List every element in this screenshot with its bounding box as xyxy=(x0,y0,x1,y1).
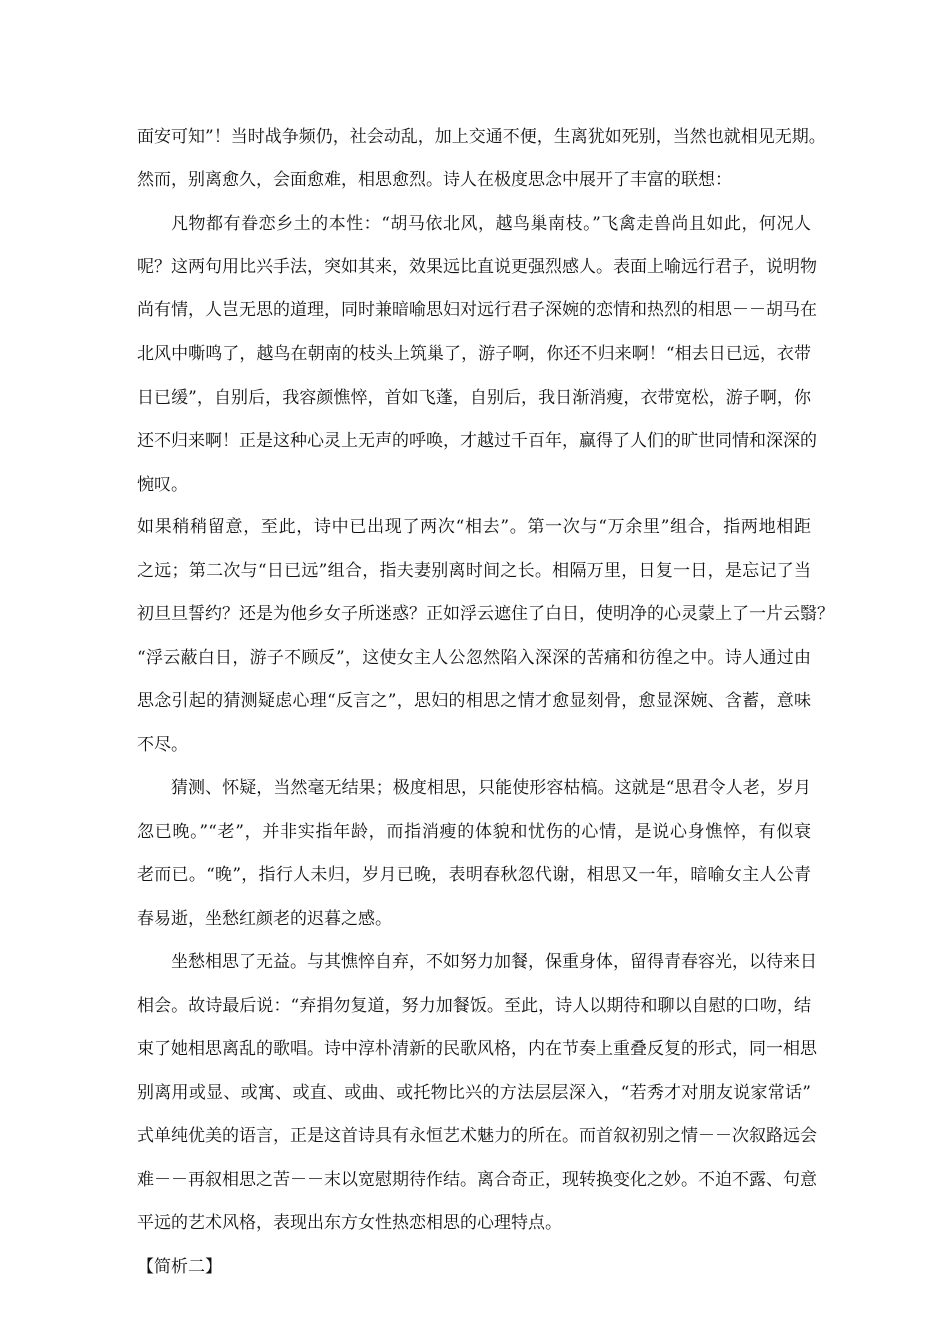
text-line: 难－－再叙相思之苦－－末以宽慰期待作结。离合奇正，现转换变化之妙。不迫不露、句意 xyxy=(137,1170,817,1190)
text-line: 老而已。“晚”，指行人未归，岁月已晚，表明春秋忽代谢，相思又一年，暗喻女主人公青 xyxy=(137,865,811,885)
text-line: 别离用或显、或寓、或直、或曲、或托物比兴的方法层层深入，“若秀才对朋友说家常话” xyxy=(137,1083,811,1103)
text-line: 式单纯优美的语言，正是这首诗具有永恒艺术魅力的所在。而首叙初别之情－－次叙路远会 xyxy=(137,1126,817,1146)
text-line: 面安可知”！当时战争频仍，社会动乱，加上交通不便，生离犹如死别，当然也就相见无期。 xyxy=(137,127,826,147)
text-line: 尚有情，人岂无思的道理，同时兼暗喻思妇对远行君子深婉的恋情和热烈的相思－－胡马在 xyxy=(137,300,817,320)
text-line: 不尽。 xyxy=(137,735,188,755)
text-line: 平远的艺术风格，表现出东方女性热恋相思的心理特点。 xyxy=(137,1213,562,1233)
text-line: 凡物都有眷恋乡土的本性：“胡马依北风，越鸟巢南枝。”飞禽走兽尚且如此，何况人 xyxy=(171,214,811,234)
text-line: 日已缓”，自别后，我容颜憔悴，首如飞蓬，自别后，我日渐消瘦，衣带宽松，游子啊，你 xyxy=(137,388,811,408)
text-line: 相会。故诗最后说：“弃捐勿复道，努力加餐饭。至此，诗人以期待和聊以自慰的口吻，结 xyxy=(137,996,811,1016)
text-line: 坐愁相思了无益。与其憔悴自弃，不如努力加餐，保重身体，留得青春容光，以待来日 xyxy=(171,952,817,972)
text-line: “浮云蔽白日，游子不顾反”，这使女主人公忽然陷入深深的苦痛和彷徨之中。诗人通过由 xyxy=(137,648,811,668)
text-line: 然而，别离愈久，会面愈难，相思愈烈。诗人在极度思念中展开了丰富的联想： xyxy=(137,170,732,190)
text-line: 初旦旦誓约？还是为他乡女子所迷惑？正如浮云遮住了白日，使明净的心灵蒙上了一片云翳？ xyxy=(137,604,834,624)
text-line: 猜测、怀疑，当然毫无结果；极度相思，只能使形容枯槁。这就是“思君令人老，岁月 xyxy=(171,778,811,798)
section-heading: 【简析二】 xyxy=(137,1257,222,1277)
text-line: 如果稍稍留意，至此，诗中已出现了两次“相去”。第一次与“万余里”组合，指两地相距 xyxy=(137,517,811,537)
text-line: 束了她相思离乱的歌唱。诗中淳朴清新的民歌风格，内在节奏上重叠反复的形式，同一相思 xyxy=(137,1039,817,1059)
text-line: 呢？这两句用比兴手法，突如其来，效果远比直说更强烈感人。表面上喻远行君子，说明物 xyxy=(137,257,817,277)
text-line: 春易逝，坐愁红颜老的迟暮之感。 xyxy=(137,909,392,929)
text-line: 思念引起的猜测疑虑心理“反言之”，思妇的相思之情才愈显刻骨，愈显深婉、含蓄，意味 xyxy=(137,691,811,711)
text-line: 之远；第二次与“日已远”组合，指夫妻别离时间之长。相隔万里，日复一日，是忘记了当 xyxy=(137,561,811,581)
text-line: 北风中嘶鸣了，越鸟在朝南的枝头上筑巢了，游子啊，你还不归来啊！“相去日已远，衣带 xyxy=(137,344,811,364)
text-line: 还不归来啊！正是这种心灵上无声的呼唤，才越过千百年，赢得了人们的旷世同情和深深的 xyxy=(137,431,817,451)
text-line: 忽已晚。”“老”，并非实指年龄，而指消瘦的体貌和忧伤的心情，是说心身憔悴，有似衰 xyxy=(137,822,811,842)
text-line: 惋叹。 xyxy=(137,475,188,495)
